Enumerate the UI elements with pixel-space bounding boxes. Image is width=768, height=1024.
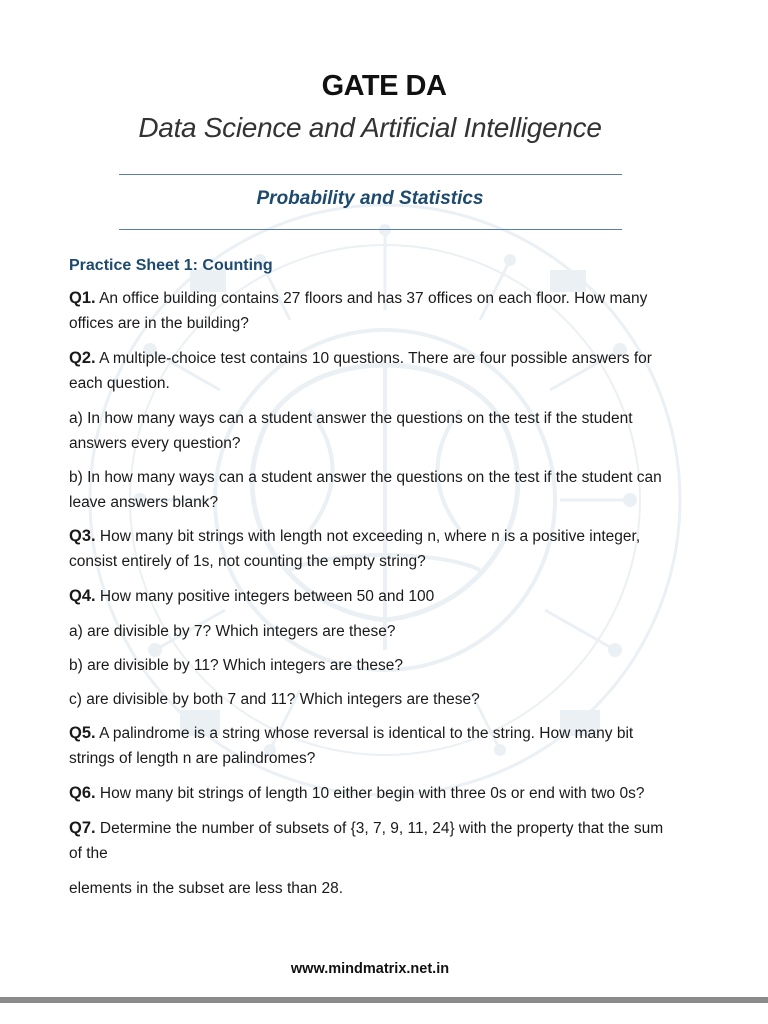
question-2-part-b: b) In how many ways can a student answer the questions on the test if the student can leave answers blank?: [69, 469, 662, 511]
page-subtitle: Data Science and Artificial Intelligence: [138, 112, 602, 143]
question-text: A multiple-choice test contains 10 questions. There are four possible answers for each question.: [69, 350, 652, 392]
question-1: [69, 286, 679, 336]
question-text: How many bit strings with length not exceeding n, where n is a positive integer, consist entirely of 1s, not counting the empty string?: [69, 528, 641, 570]
question-number: Q3.: [69, 527, 96, 545]
question-list: [69, 253, 679, 910]
question-3: [69, 524, 679, 574]
question-text: An office building contains 27 floors and has 37 offices on each floor. How many offices are in the building?: [69, 290, 648, 332]
question-text: How many bit strings of length 10 either begin with three 0s or end with two 0s?: [99, 785, 645, 802]
bottom-divider: [119, 229, 622, 230]
question-number: Q2.: [69, 349, 96, 367]
sheet-title: Practice Sheet 1: Counting: [69, 257, 273, 274]
question-2-part-a: a) In how many ways can a student answer the questions on the test if the student answers every question?: [69, 410, 633, 452]
question-number: Q5.: [69, 724, 96, 742]
question-5: [69, 721, 679, 771]
question-2: [69, 346, 679, 396]
question-6: [69, 781, 679, 806]
question-7-continuation: elements in the subset are less than 28.: [69, 880, 343, 897]
topic-heading: Probability and Statistics: [256, 188, 484, 209]
question-text: Determine the number of subsets of {3, 7, 9, 11, 24} with the property that the sum of the: [69, 820, 664, 862]
top-divider: [119, 174, 622, 175]
question-4-part-a: a) are divisible by 7? Which integers are these?: [69, 623, 396, 640]
question-text: How many positive integers between 50 and 100: [99, 588, 435, 605]
footer-bar: [0, 997, 768, 1003]
question-number: Q6.: [69, 784, 96, 802]
question-number: Q7.: [69, 819, 96, 837]
question-text: A palindrome is a string whose reversal is identical to the string. How many bit strings of length n are palindromes?: [69, 725, 634, 767]
page-title: GATE DA: [321, 70, 447, 102]
question-7: [69, 816, 679, 866]
question-4-part-b: b) are divisible by 11? Which integers are these?: [69, 657, 403, 674]
question-4: [69, 584, 679, 609]
question-4-part-c: c) are divisible by both 7 and 11? Which integers are these?: [69, 691, 480, 708]
footer-website: www.mindmatrix.net.in: [290, 961, 450, 977]
question-number: Q4.: [69, 587, 96, 605]
question-number: Q1.: [69, 289, 96, 307]
